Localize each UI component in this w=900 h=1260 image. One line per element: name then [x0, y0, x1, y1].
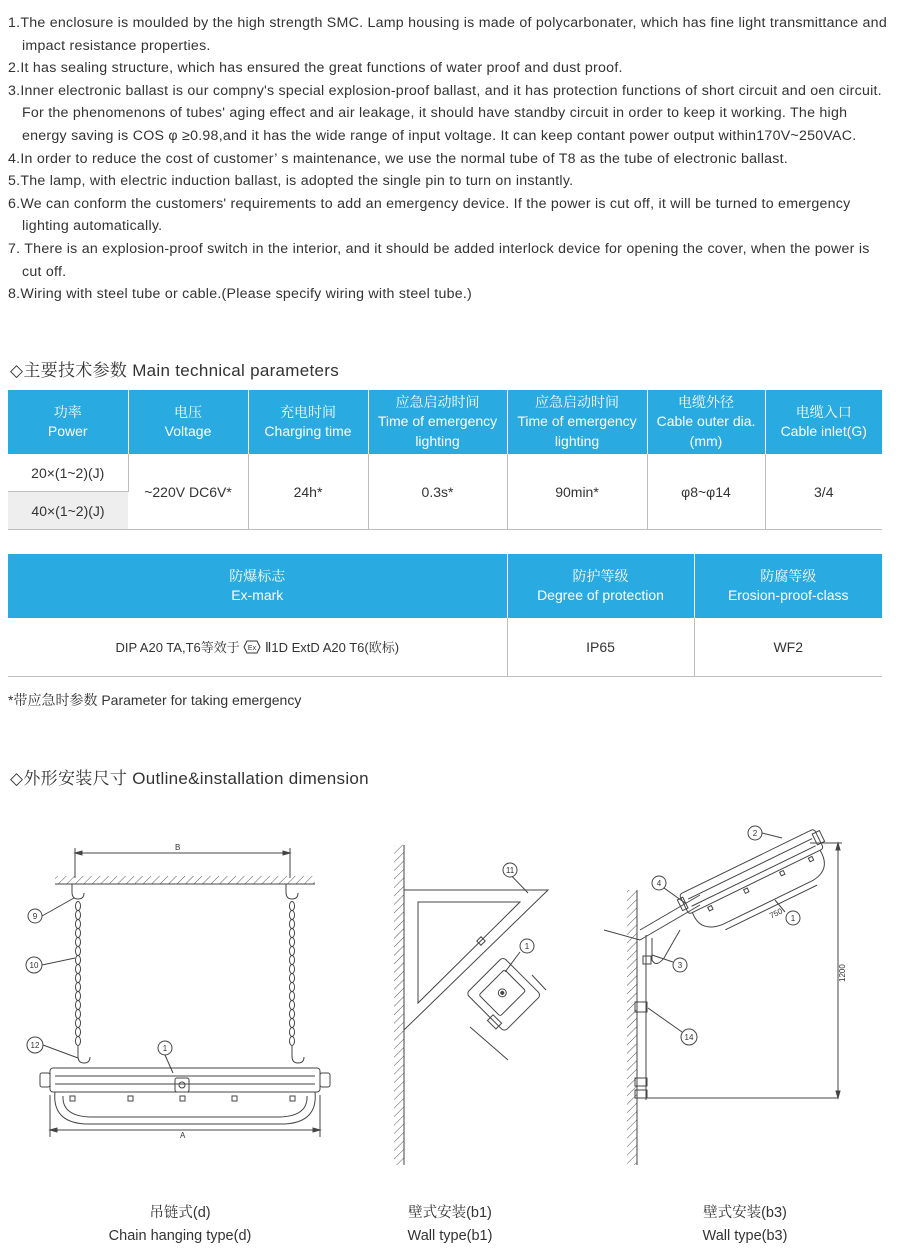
callout-12: 12: [30, 1041, 40, 1050]
dimension-a-label: A: [180, 1131, 186, 1140]
table-header-row: [8, 390, 882, 454]
wall-hatch-b1: [394, 845, 404, 1165]
feature-item: 5.The lamp, with electric induction ballast, is adopted the single pin to turn on instantly.: [8, 173, 574, 190]
table-header-row: [8, 554, 882, 618]
caption-wall-b3: 壁式安装(b3) Wall type(b3): [702, 1205, 788, 1244]
header-power: 功率 Power: [8, 390, 128, 454]
dimension-1200-label: 1200: [838, 964, 847, 982]
table-row: [8, 454, 882, 492]
ex-mark-table: [8, 554, 882, 677]
callout-2: 2: [752, 829, 758, 838]
header-ex-mark: 防爆标志 Ex-mark: [8, 554, 507, 618]
header-cable-dia: 电缆外径 Cable outer dia.(mm): [647, 390, 765, 454]
callout-1: 1: [790, 914, 796, 923]
dimension-750-label: 750: [768, 906, 784, 921]
caption-wall-b1: 壁式安装(b1) Wall type(b1): [407, 1205, 493, 1244]
triangle-bracket-outer: [404, 890, 548, 1030]
callout-10: 10: [29, 961, 39, 970]
outline-drawings: [0, 800, 900, 1200]
svg-text:Ex: Ex: [248, 645, 257, 653]
emergency-note: *带应急时参数 Parameter for taking emergency: [8, 692, 302, 708]
wall-hatch-b3: [627, 890, 637, 1165]
outline-title: ◇外形安装尺寸 Outline&installation dimension: [10, 769, 369, 788]
feature-item: 8.Wiring with steel tube or cable.(Please specify wiring with steel tube.): [8, 286, 473, 303]
ex-mark-cell: DIP A20 TA,T6等效于 Ex Ⅱ1D ExtD A20 T6(欧标): [8, 618, 507, 677]
b3-lamp-body: [676, 827, 846, 954]
power-cell: 20×(1~2)(J): [8, 454, 128, 492]
triangle-bracket-inner: [418, 902, 520, 1003]
chain-lamp-body: [40, 1068, 330, 1124]
feature-item: 7. There is an explosion-proof switch in the interior, and it should be added interlock device for opening the cover, when the power is cut off.: [8, 240, 870, 280]
voltage-cell: ~220V DC6V*: [128, 454, 248, 530]
table-row: [8, 618, 882, 677]
chain-left: [76, 902, 81, 1046]
header-charging-time: 充电时间 Charging time: [248, 390, 368, 454]
lamp-hook-right: [292, 1046, 304, 1063]
main-params-table: [8, 390, 882, 530]
chain-hanging-drawing: [26, 843, 330, 1140]
callout-11: 11: [505, 866, 515, 875]
ceiling-hatch: [55, 876, 315, 884]
callout-4: 4: [656, 879, 662, 888]
callout-3: 3: [677, 961, 683, 970]
ceiling-hook-left: [72, 884, 84, 899]
main-params-title: ◇主要技术参数 Main technical parameters: [10, 361, 340, 380]
emergency-start-cell: 0.3s*: [368, 454, 507, 530]
header-voltage: 电压 Voltage: [128, 390, 248, 454]
callout-14: 14: [684, 1033, 694, 1042]
erosion-cell: WF2: [694, 618, 882, 677]
header-erosion: 防腐等级 Erosion-proof-class: [694, 554, 882, 618]
callout-9: 9: [32, 912, 38, 921]
b1-lamp-body: [463, 957, 541, 1035]
header-cable-inlet: 电缆入口 Cable inlet(G): [765, 390, 882, 454]
callout-1: 1: [524, 942, 530, 951]
feature-item: 1.The enclosure is moulded by the high strength SMC. Lamp housing is made of polycarbonater, which has fine light transmittance and impact resistance properties.: [8, 15, 887, 54]
lamp-hook-left: [78, 1046, 90, 1063]
wall-b3-drawing: [604, 826, 847, 1165]
cable-inlet-cell: 3/4: [765, 454, 882, 530]
wall-b1-drawing: [394, 845, 548, 1165]
feature-list: [8, 12, 888, 306]
dimension-b-label: B: [175, 843, 181, 852]
chain-right: [290, 902, 295, 1046]
emergency-time-cell: 90min*: [507, 454, 647, 530]
header-emergency-start: 应急启动时间 Time of emergency lighting: [368, 390, 507, 454]
header-protection: 防护等级 Degree of protection: [507, 554, 694, 618]
cable-dia-cell: φ8~φ14: [647, 454, 765, 530]
ex-hexagon-icon: [243, 640, 261, 657]
ceiling-hook-right: [286, 884, 298, 899]
callout-1: 1: [162, 1044, 168, 1053]
protection-cell: IP65: [507, 618, 694, 677]
feature-item: 3.Inner electronic ballast is our compny's special explosion-proof ballast, and it has protection functions of short circuit and oen circuit. For the phenomenons of tubes' aging effect and air leakage, it should have standby circuit in order to keep it working. The high energy saving is COS φ ≥0.98,and it has the wide range of input voltage. It can keep contant power output within170V~250VAC.: [8, 82, 882, 144]
feature-item: 4.In order to reduce the cost of customer’ s maintenance, we use the normal tube of T8 as the tube of electronic ballast.: [8, 150, 788, 167]
power-cell: 40×(1~2)(J): [8, 492, 128, 530]
feature-item: 2.It has sealing structure, which has ensured the great functions of water proof and dust proof.: [8, 60, 623, 77]
header-emergency-time: 应急启动时间 Time of emergency lighting: [507, 390, 647, 454]
caption-chain-hanging: 吊链式(d) Chain hanging type(d): [108, 1205, 252, 1244]
charging-time-cell: 24h*: [248, 454, 368, 530]
feature-item: 6.We can conform the customers' requirements to add an emergency device. If the power is cut off, it will be turned to emergency lighting automatically.: [8, 195, 851, 235]
